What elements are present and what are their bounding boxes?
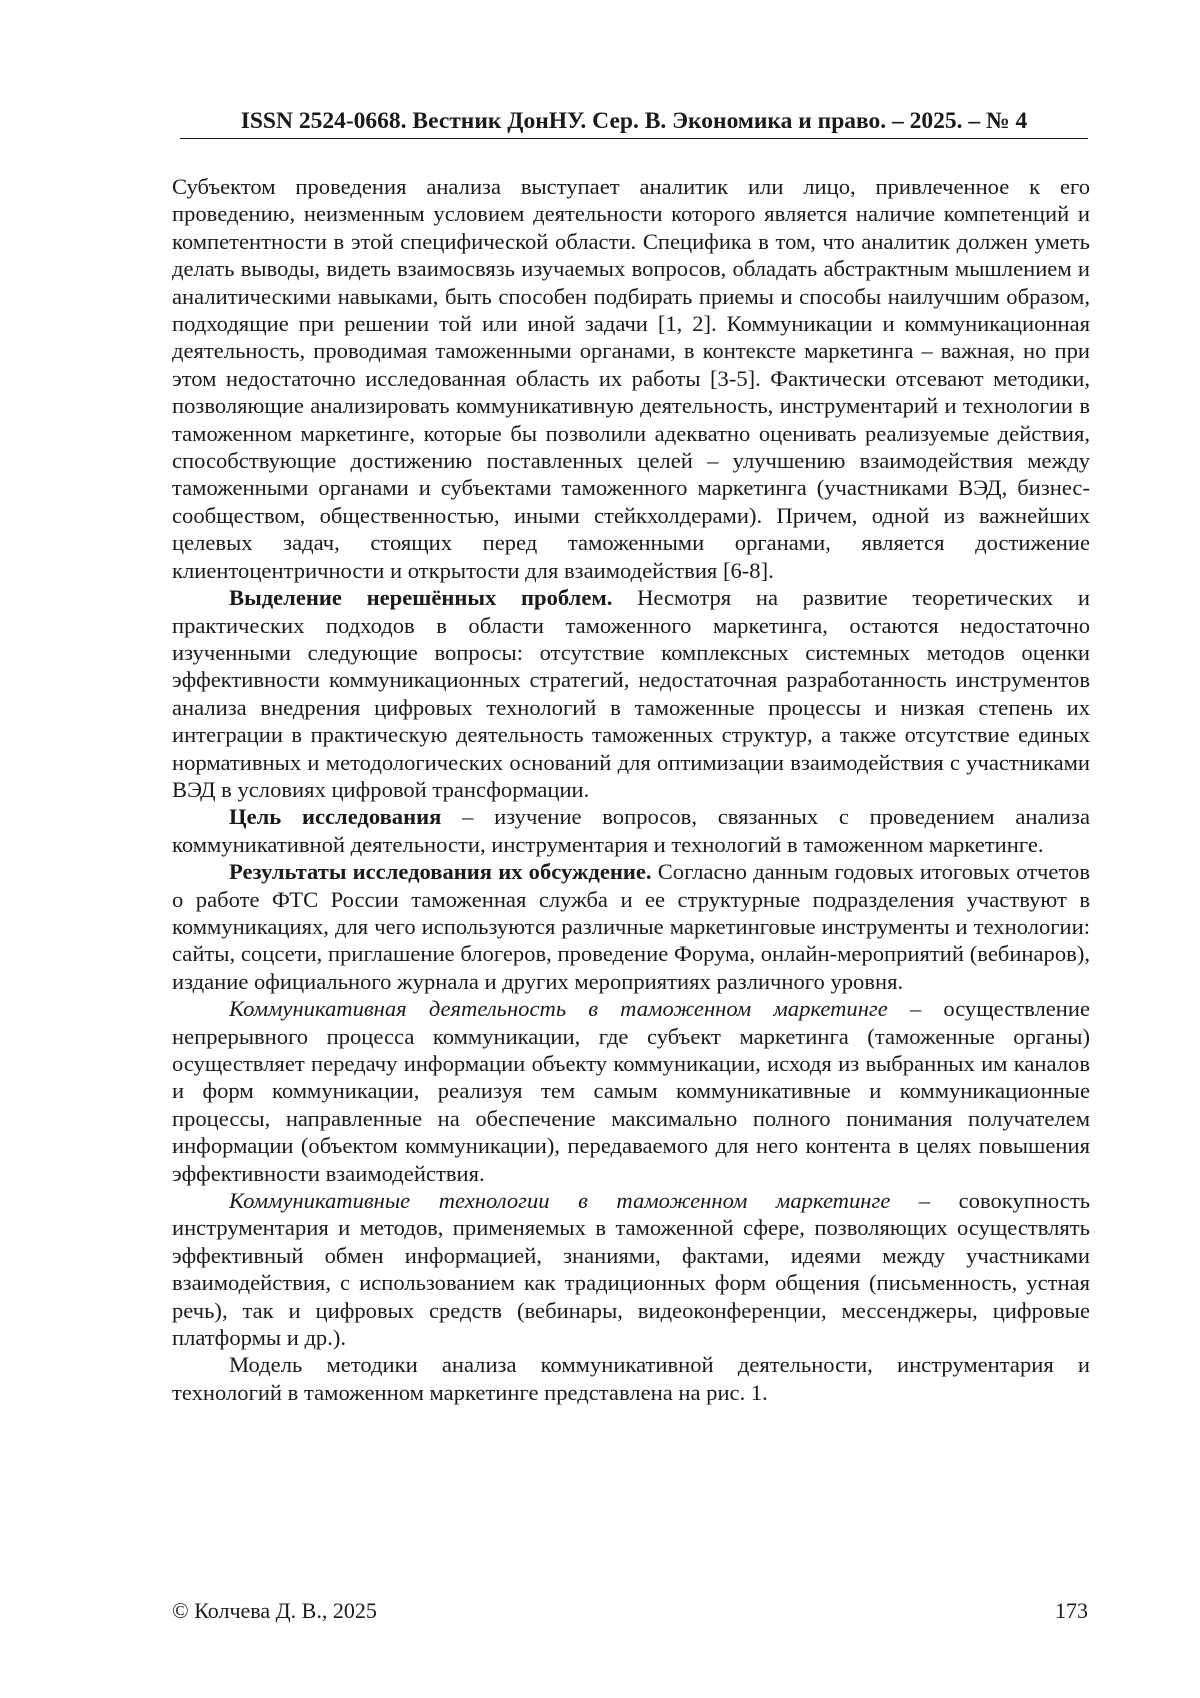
- paragraph-text: – совокупность инструментария и методов, применяемых в таможенной сфере, позволяющих осуществлять эффективный обмен информацией, знаниями, фактами, идеями между участниками взаимодействия, с использованием как традиционных форм общения (письменность, устная речь), так и цифровых средств (вебинары, видеоконференции, мессенджеры, цифровые платформы и др.).: [172, 1188, 1090, 1351]
- paragraph-text: Согласно данным годовых итоговых отчетов о работе ФТС России таможенная служба и ее структурные подразделения участвуют в коммуникациях, для чего используются различные маркетинговые инструменты и технологии: сайты, соцсети, приглашение блогеров, проведение Форума, онлайн-мероприятий (вебинаров), издание официального журнала и других мероприятиях различного уровня.: [172, 859, 1090, 994]
- paragraph-text: – осуществление непрерывного процесса коммуникации, где субъект маркетинга (таможенные органы) осуществляет передачу информации объекту коммуникации, исходя из выбранных им каналов и форм коммуникации, реализуя тем самым коммуникативные и коммуникационные процессы, направленные на обеспечение максимально полного понимания получателем информации (объектом коммуникации), передаваемого для него контента в целях повышения эффективности взаимодействия.: [172, 996, 1090, 1186]
- paragraph-subject-of-analysis: Субъектом проведения анализа выступает аналитик или лицо, привлеченное к его проведению, неизменным условием деятельности которого является наличие компетенций и компетентности в этой специфической области. Специфика в том, что аналитик должен уметь делать выводы, видеть взаимосвязь изучаемых вопросов, обладать абстрактным мышлением и аналитическими навыками, быть способен подбирать приемы и способы наилучшим образом, подходящие при решении той или иной задачи [1, 2]. Коммуникации и коммуникационная деятельность, проводимая таможенными органами, в контексте маркетинга – важная, но при этом недостаточно исследованная область их работы [3-5]. Фактически отсевают методики, позволяющие анализировать коммуникативную деятельность, инструментарий и технологии в таможенном маркетинге, которые бы позволили адекватно оценивать реализуемые действия, способствующие достижению поставленных целей – улучшению взаимодействия между таможенными органами и субъектами таможенного маркетинга (участниками ВЭД, бизнес-сообществом, общественностью, иными стейкхолдерами). Причем, одной из важнейших целевых задач, стоящих перед таможенными органами, является достижение клиентоцентричности и открытости для взаимодействия [6-8].: [172, 174, 1090, 583]
- paragraph-definition-communicative-activity: [172, 995, 1090, 1187]
- defined-term: Коммуникативные технологии в таможенном маркетинге: [229, 1188, 891, 1214]
- article-body: [172, 173, 1090, 1406]
- paragraph-unsolved-problems: [172, 584, 1090, 803]
- section-lead-unsolved-problems: Выделение нерешённых проблем.: [229, 585, 613, 611]
- paragraph-model-reference: Модель методики анализа коммуникативной деятельности, инструментария и технологий в таможенном маркетинге представлена на рис. 1.: [172, 1352, 1090, 1405]
- section-lead-results: Результаты исследования их обсуждение.: [229, 859, 652, 885]
- page-number: 173: [1055, 1598, 1088, 1623]
- defined-term: Коммуникативная деятельность в таможенном маркетинге: [229, 996, 888, 1022]
- copyright-notice: © Колчева Д. В., 2025: [172, 1598, 377, 1623]
- paragraph-results: [172, 858, 1090, 995]
- paragraph-research-goal: [172, 803, 1090, 858]
- running-header: ISSN 2524-0668. Вестник ДонНУ. Сер. В. Экономика и право. – 2025. – № 4: [240, 108, 1028, 134]
- header-divider: [180, 138, 1088, 139]
- paragraph-text: Несмотря на развитие теоретических и практических подходов в области таможенного маркетинга, остаются недостаточно изученными следующие вопросы: отсутствие комплексных системных методов оценки эффективности коммуникационных стратегий, недостаточная разработанность инструментов анализа внедрения цифровых технологий в таможенные процессы и низкая степень их интеграции в практическую деятельность таможенных структур, а также отсутствие единых нормативных и методологических оснований для оптимизации взаимодействия с участниками ВЭД в условиях цифровой трансформации.: [172, 585, 1090, 802]
- paragraph-definition-communicative-technologies: [172, 1187, 1090, 1351]
- paragraph-text: – изучение вопросов, связанных с проведением анализа коммуникативной деятельности, инструментария и технологий в таможенном маркетинге.: [172, 804, 1090, 857]
- section-lead-research-goal: Цель исследования: [229, 804, 442, 830]
